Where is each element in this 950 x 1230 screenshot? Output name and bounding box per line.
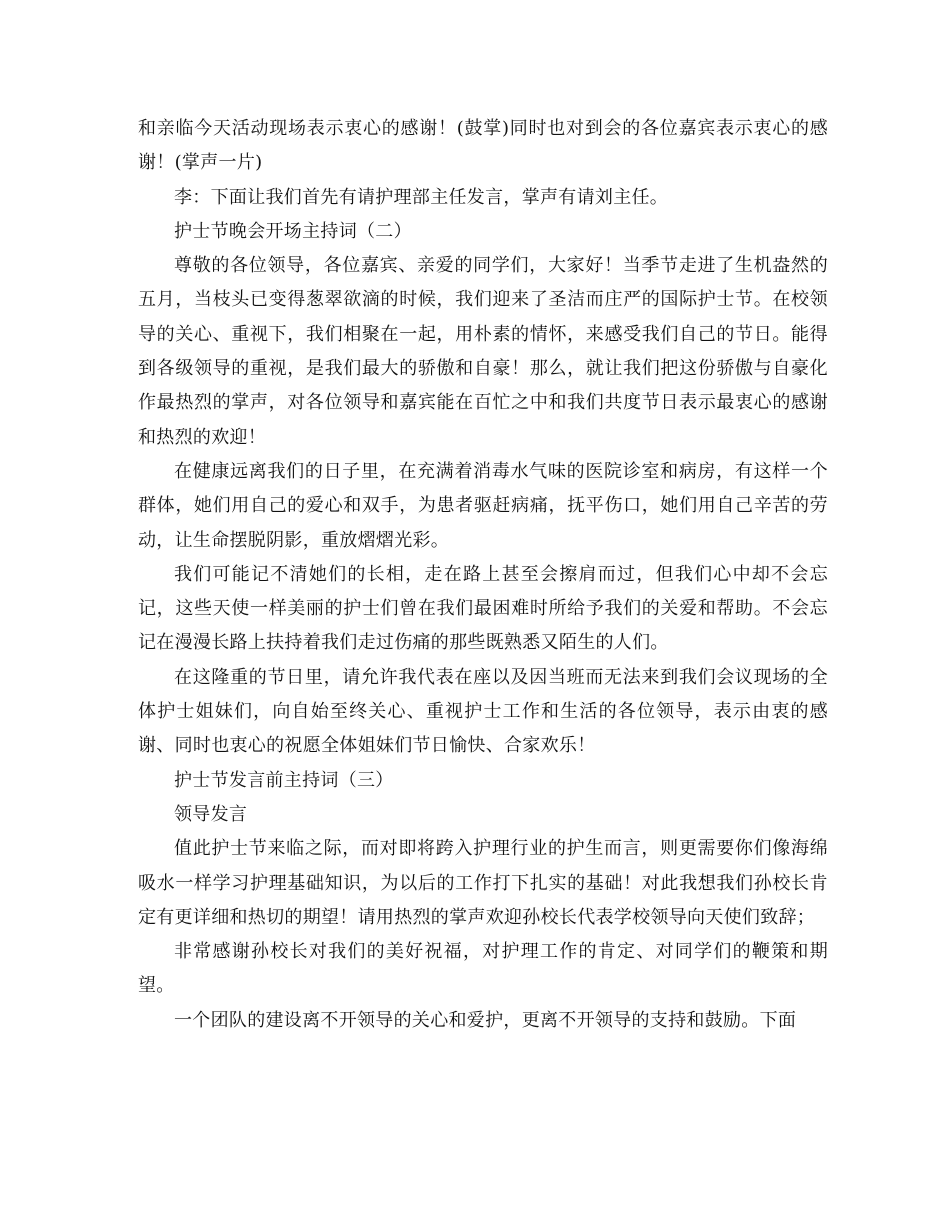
paragraph-thanks: 在这隆重的节日里，请允许我代表在座以及因当班而无法来到我们会议现场的全体护士姐妹们，向自始至终关心、重视护士工作和生活的各位领导，表示由衷的感谢、同时也衷心的祝愿全体姐妹们节日愉快、合家欢乐！ xyxy=(138,666,828,757)
paragraph-remember: 我们可能记不清她们的长相，走在路上甚至会擦肩而过，但我们心中却不会忘记，这些天使一样美丽的护士们曾在我们最困难时所给予我们的关爱和帮助。不会忘记在漫漫长路上扶持着我们走过伤痛的那些既熟悉又陌生的人们。 xyxy=(138,563,828,654)
paragraph-invite-principal: 值此护士节来临之际，而对即将跨入护理行业的护生而言，则更需要你们像海绵吸水一样学习护理基础知识，为以后的工作打下扎实的基础！对此我想我们孙校长肯定有更详细和热切的期望！请用热烈的掌声欢迎孙校长代表学校领导向天使们致辞； xyxy=(138,838,828,928)
paragraph-host-line: 李：下面让我们首先有请护理部主任发言，掌声有请刘主任。 xyxy=(174,186,669,208)
section-heading-2: 护士节晚会开场主持词（二） xyxy=(174,220,412,242)
paragraph-continuation: 和亲临今天活动现场表示衷心的感谢！(鼓掌)同时也对到会的各位嘉宾表示衷心的感谢！(掌声一片) xyxy=(138,118,828,174)
paragraph-nurse-group: 在健康远离我们的日子里，在充满着消毒水气味的医院诊室和病房，有这样一个群体，她们用自己的爱心和双手，为患者驱赶病痛，抚平伤口，她们用自己辛苦的劳动，让生命摆脱阴影，重放熠熠光彩。 xyxy=(138,460,828,551)
paragraph-team-building: 一个团队的建设离不开领导的关心和爱护，更离不开领导的支持和鼓励。下面 xyxy=(174,1009,797,1031)
document-page xyxy=(138,112,828,1038)
paragraph-opening-greeting: 尊敬的各位领导，各位嘉宾、亲爱的同学们，大家好！当季节走进了生机盎然的五月，当枝头已变得葱翠欲滴的时候，我们迎来了圣洁而庄严的国际护士节。在校领导的关心、重视下，我们相聚在一起，用朴素的情怀，来感受我们自己的节日。能得到各级领导的重视，是我们最大的骄傲和自豪！那么，就让我们把这份骄傲与自豪化作最热烈的掌声，对各位领导和嘉宾能在百忙之中和我们共度节日表示最衷心的感谢和热烈的欢迎！ xyxy=(138,255,828,448)
section-heading-3: 护士节发言前主持词（三） xyxy=(174,769,394,791)
paragraph-thank-principal: 非常感谢孙校长对我们的美好祝福，对护理工作的肯定、对同学们的鞭策和期望。 xyxy=(138,941,828,997)
subheading-leader-speech: 领导发言 xyxy=(174,803,248,825)
